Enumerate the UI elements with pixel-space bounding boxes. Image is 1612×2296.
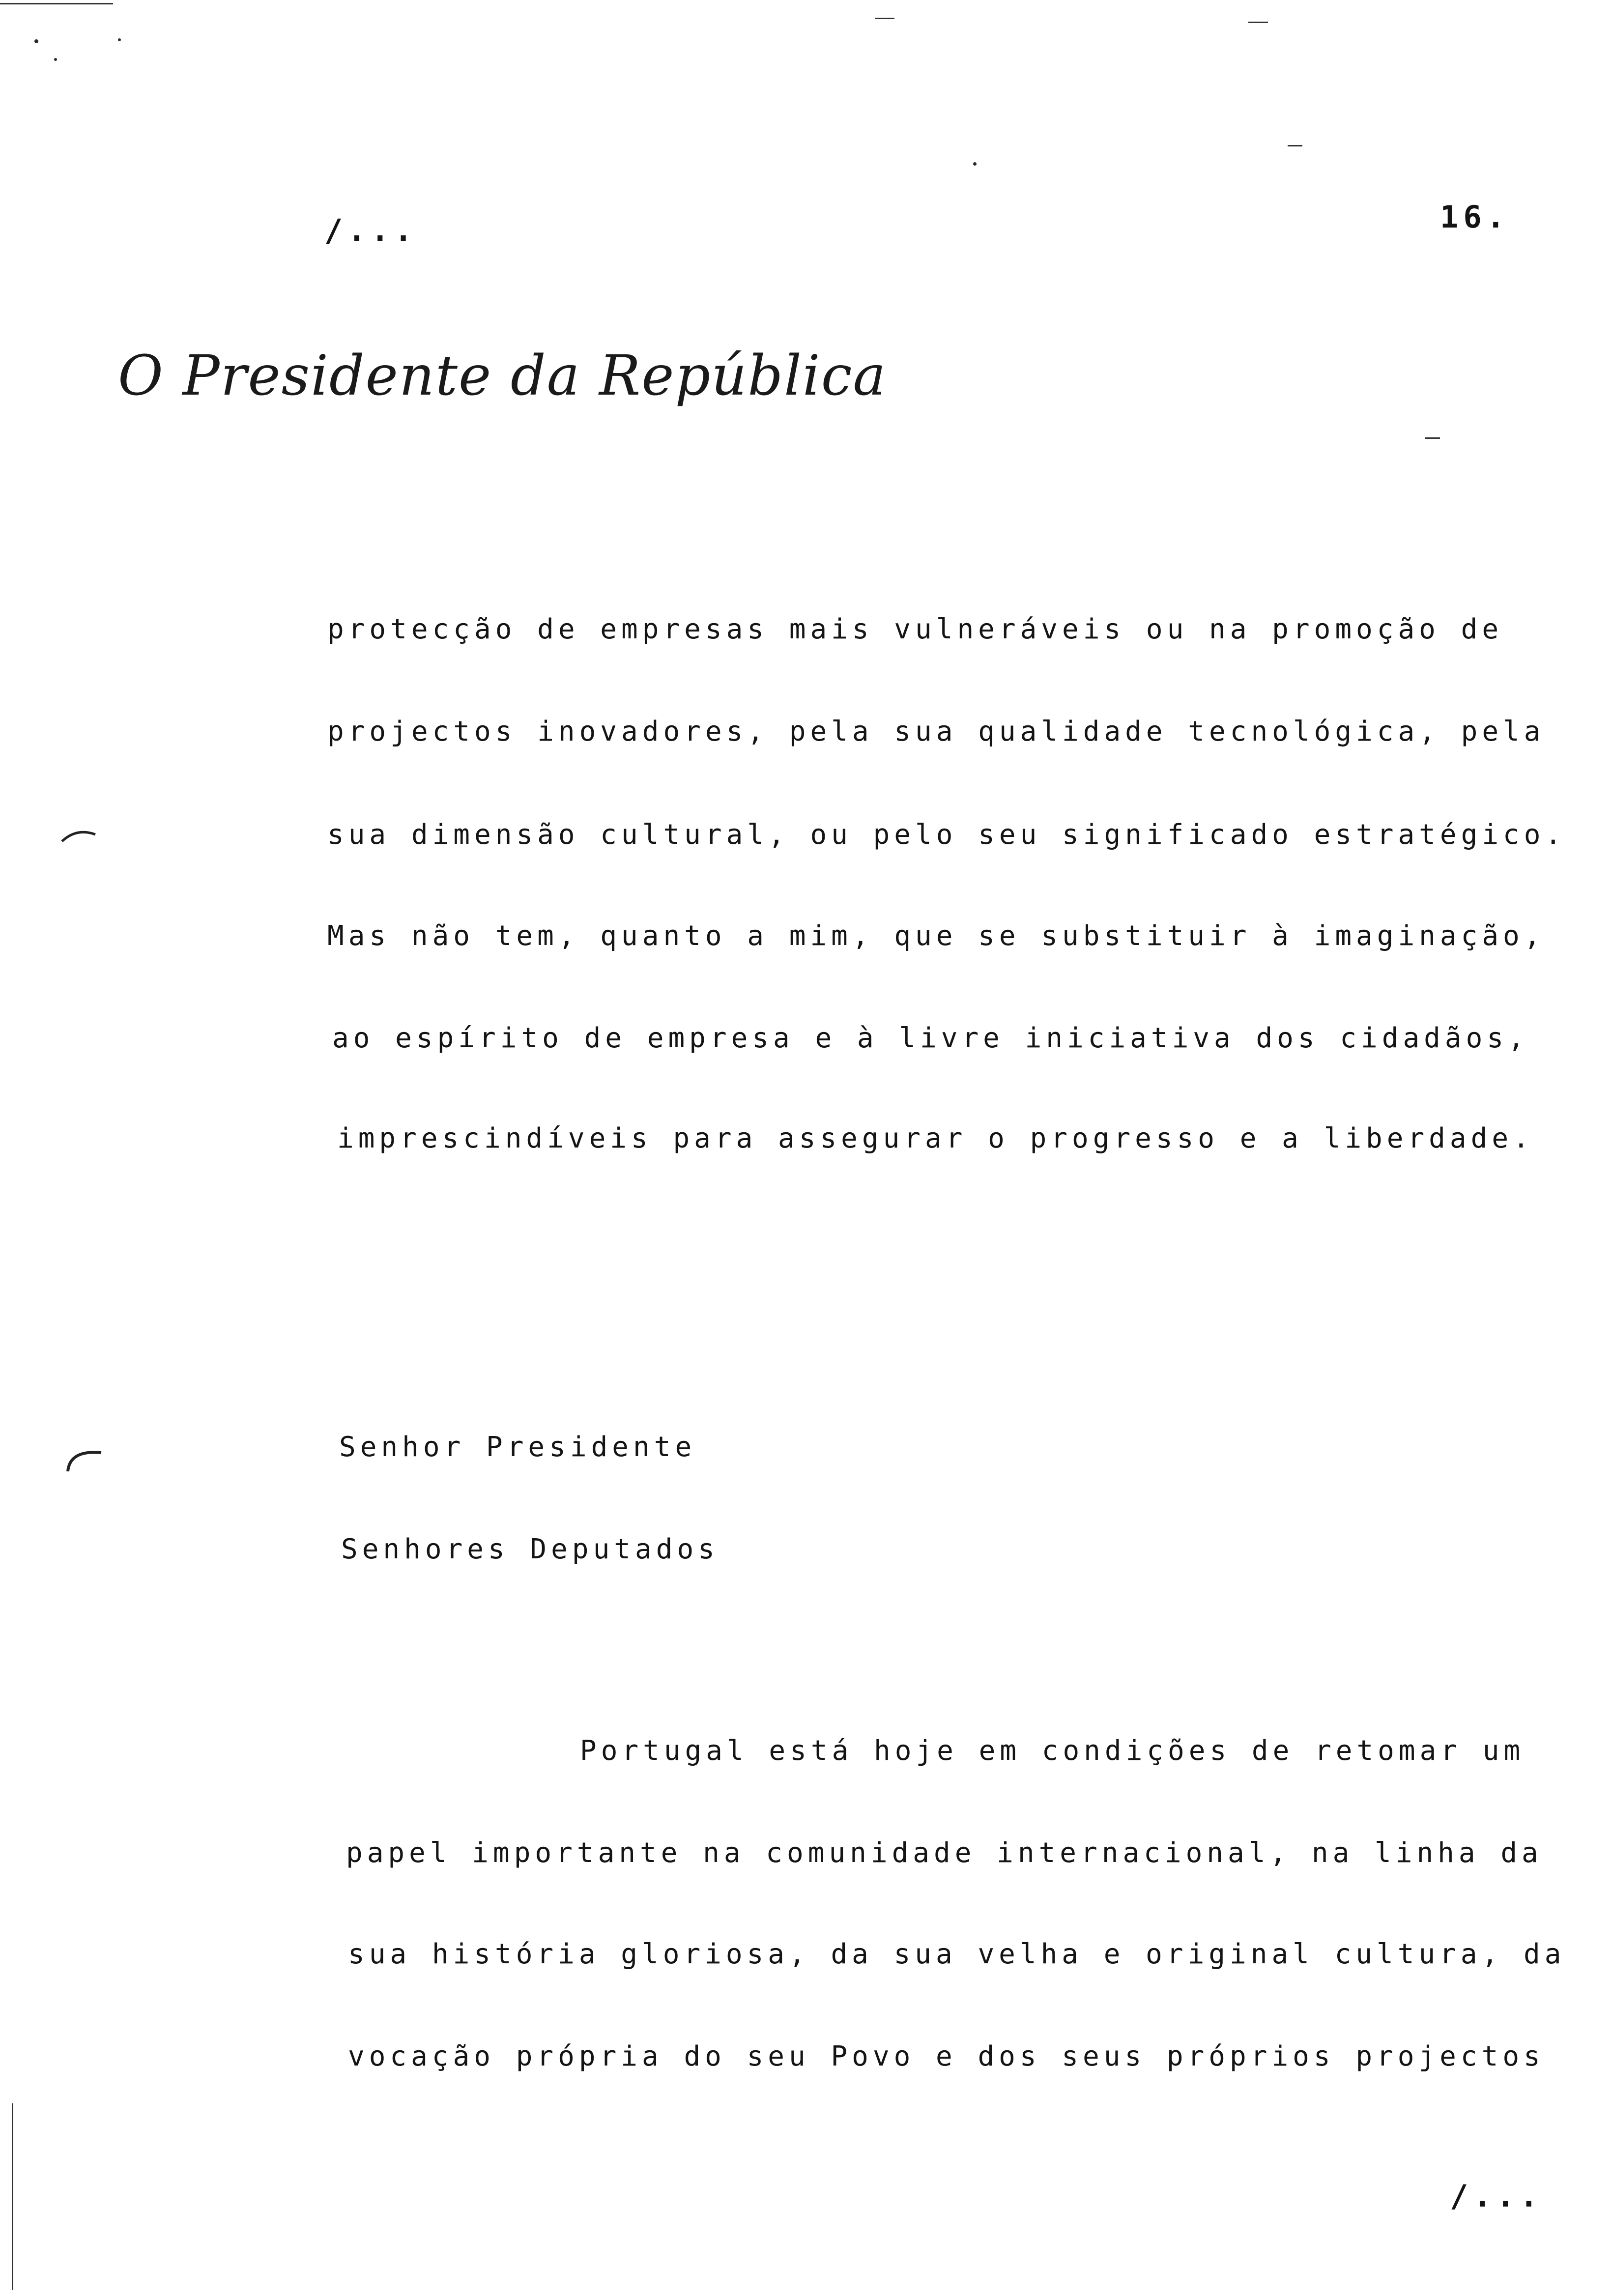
scan-speck xyxy=(118,38,121,41)
text-line: sua dimensão cultural, ou pelo seu significado estratégico. xyxy=(327,819,1566,851)
text-line: papel importante na comunidade internacional, na linha da xyxy=(346,1837,1543,1869)
text-line: imprescindíveis para assegurar o progresso e a liberdade. xyxy=(337,1122,1534,1154)
margin-mark xyxy=(63,1445,104,1474)
salutation-line: Senhor Presidente xyxy=(339,1431,696,1463)
text-line: Portugal está hoje em condições de retomar um xyxy=(580,1735,1525,1767)
letterhead: O Presidente da República xyxy=(118,344,887,408)
margin-mark xyxy=(59,826,98,845)
scan-mark xyxy=(1248,22,1268,23)
text-line: sua história gloriosa, da sua velha e original cultura, da xyxy=(348,1938,1566,1970)
scan-speck xyxy=(54,58,57,61)
scan-edge-line xyxy=(0,3,113,4)
scan-speck xyxy=(34,39,38,43)
text-line: ao espírito de empresa e à livre iniciativa dos cidadãos, xyxy=(332,1022,1529,1054)
page-number: 16. xyxy=(1440,199,1510,235)
scan-speck xyxy=(973,162,977,166)
scan-mark xyxy=(1425,437,1440,439)
scan-mark xyxy=(1288,145,1302,146)
salutation-line: Senhores Deputados xyxy=(341,1533,719,1565)
scan-binding-edge xyxy=(12,2103,13,2290)
continuation-marker-bottom: /... xyxy=(1450,2178,1543,2214)
text-line: protecção de empresas mais vulneráveis ou na promoção de xyxy=(327,613,1503,645)
scan-mark xyxy=(875,18,894,19)
text-line: Mas não tem, quanto a mim, que se substituir à imaginação, xyxy=(327,920,1545,952)
text-line: vocação própria do seu Povo e dos seus próprios projectos xyxy=(348,2040,1545,2072)
text-line: projectos inovadores, pela sua qualidade tecnológica, pela xyxy=(327,716,1545,747)
continuation-marker-top: /... xyxy=(324,212,418,248)
